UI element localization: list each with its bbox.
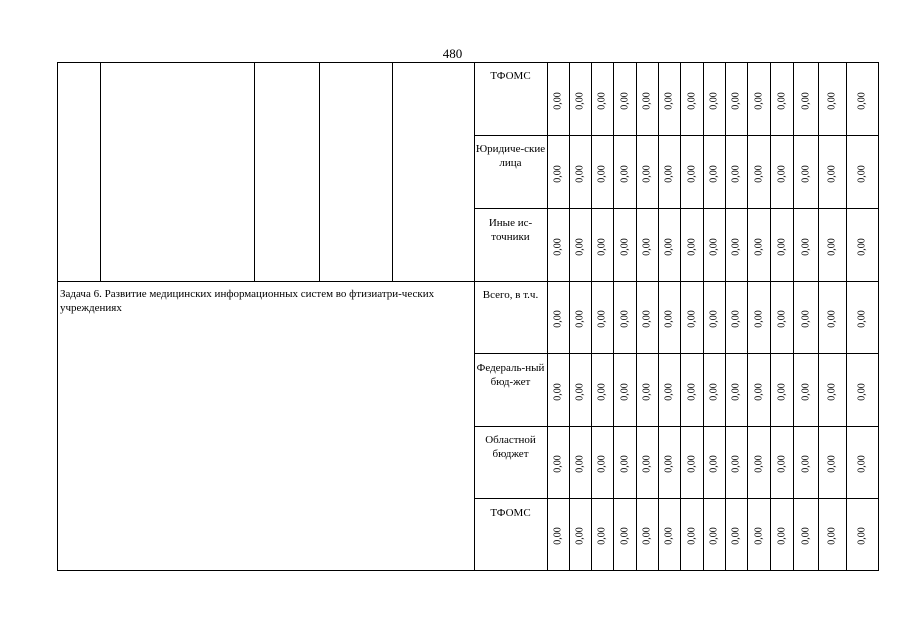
value-text: 0,00 <box>552 527 564 545</box>
value-text: 0,00 <box>708 310 720 328</box>
source-label-federal-budget: Федераль-ный бюд-жет <box>476 362 545 388</box>
value-text: 0,00 <box>800 91 811 110</box>
table-column-rule <box>474 62 475 570</box>
value-text: 0,00 <box>641 382 653 401</box>
value-text: 0,00 <box>596 527 608 545</box>
value-text: 0,00 <box>641 164 653 183</box>
value-text: 0,00 <box>776 382 787 401</box>
value-text: 0,00 <box>826 382 838 401</box>
value-text: 0,00 <box>641 237 653 256</box>
table-border-right <box>878 62 879 571</box>
value-text: 0,00 <box>856 527 868 545</box>
table-column-rule <box>636 62 637 570</box>
value-text: 0,00 <box>596 310 608 328</box>
value-text: 0,00 <box>708 455 720 473</box>
value-text: 0,00 <box>800 455 811 473</box>
table-column-rule <box>613 62 614 570</box>
value-text: 0,00 <box>663 310 675 328</box>
value-text: 0,00 <box>730 91 742 110</box>
value-text: 0,00 <box>574 455 586 473</box>
value-text: 0,00 <box>800 382 811 401</box>
value-text: 0,00 <box>596 91 608 110</box>
value-text: 0,00 <box>856 237 868 256</box>
value-text: 0,00 <box>663 382 675 401</box>
value-text: 0,00 <box>686 164 697 183</box>
value-text: 0,00 <box>800 164 811 183</box>
value-text: 0,00 <box>552 455 564 473</box>
value-text: 0,00 <box>574 310 586 328</box>
value-text: 0,00 <box>596 237 608 256</box>
value-text: 0,00 <box>856 382 868 401</box>
value-text: 0,00 <box>708 527 720 545</box>
table-border-top <box>57 62 879 63</box>
value-text: 0,00 <box>619 237 630 256</box>
value-text: 0,00 <box>686 237 697 256</box>
value-text: 0,00 <box>574 237 586 256</box>
value-text: 0,00 <box>856 164 868 183</box>
value-text: 0,00 <box>552 91 564 110</box>
table-column-rule <box>703 62 704 570</box>
value-text: 0,00 <box>619 527 630 545</box>
value-text: 0,00 <box>596 382 608 401</box>
source-label-regional-budget: Областной бюджет <box>485 434 536 460</box>
value-text: 0,00 <box>574 382 586 401</box>
source-label-legal-entities: Юридиче-ские лица <box>475 143 546 169</box>
value-text: 0,00 <box>663 91 675 110</box>
value-text: 0,00 <box>686 382 697 401</box>
value-text: 0,00 <box>641 527 653 545</box>
value-text: 0,00 <box>826 527 838 545</box>
source-label-other-sources: Иные ис-точники <box>488 217 533 243</box>
value-text: 0,00 <box>800 237 811 256</box>
value-text: 0,00 <box>776 310 787 328</box>
value-text: 0,00 <box>619 382 630 401</box>
value-text: 0,00 <box>552 310 564 328</box>
value-text: 0,00 <box>730 527 742 545</box>
value-text: 0,00 <box>730 237 742 256</box>
value-text: 0,00 <box>776 91 787 110</box>
value-text: 0,00 <box>826 91 838 110</box>
page-number: 480 <box>442 46 463 61</box>
value-text: 0,00 <box>619 91 630 110</box>
value-text: 0,00 <box>856 91 868 110</box>
table-column-rule <box>100 62 101 281</box>
value-text: 0,00 <box>730 455 742 473</box>
value-text: 0,00 <box>686 91 697 110</box>
value-text: 0,00 <box>708 382 720 401</box>
value-text: 0,00 <box>753 91 764 110</box>
table-column-rule <box>254 62 255 281</box>
value-text: 0,00 <box>753 237 764 256</box>
value-text: 0,00 <box>708 91 720 110</box>
value-text: 0,00 <box>552 237 564 256</box>
value-text: 0,00 <box>574 164 586 183</box>
value-text: 0,00 <box>663 237 675 256</box>
value-text: 0,00 <box>776 237 787 256</box>
value-text: 0,00 <box>800 310 811 328</box>
table-column-rule <box>547 62 548 570</box>
value-text: 0,00 <box>753 455 764 473</box>
value-text: 0,00 <box>753 527 764 545</box>
value-text: 0,00 <box>686 455 697 473</box>
source-label-tfoms-1: ТФОМС <box>490 70 531 82</box>
value-text: 0,00 <box>686 527 697 545</box>
value-text: 0,00 <box>826 164 838 183</box>
value-text: 0,00 <box>552 164 564 183</box>
value-text: 0,00 <box>730 164 742 183</box>
value-text: 0,00 <box>753 310 764 328</box>
table-column-rule <box>392 62 393 281</box>
table-column-rule <box>658 62 659 570</box>
table-column-rule <box>846 62 847 570</box>
value-text: 0,00 <box>641 310 653 328</box>
value-text: 0,00 <box>753 382 764 401</box>
source-label-total: Всего, в т.ч. <box>482 289 539 301</box>
value-text: 0,00 <box>708 164 720 183</box>
value-text: 0,00 <box>552 382 564 401</box>
value-text: 0,00 <box>663 164 675 183</box>
value-text: 0,00 <box>663 527 675 545</box>
value-text: 0,00 <box>686 310 697 328</box>
value-text: 0,00 <box>856 310 868 328</box>
table-column-rule <box>770 62 771 570</box>
table-column-rule <box>591 62 592 570</box>
table-row-rule <box>57 281 878 282</box>
table-column-rule <box>680 62 681 570</box>
value-text: 0,00 <box>856 455 868 473</box>
value-text: 0,00 <box>596 455 608 473</box>
value-text: 0,00 <box>776 455 787 473</box>
value-text: 0,00 <box>826 237 838 256</box>
table-column-rule <box>725 62 726 570</box>
source-label-tfoms-2: ТФОМС <box>490 507 531 519</box>
value-text: 0,00 <box>619 310 630 328</box>
value-text: 0,00 <box>800 527 811 545</box>
value-text: 0,00 <box>776 527 787 545</box>
value-text: 0,00 <box>641 455 653 473</box>
value-text: 0,00 <box>596 164 608 183</box>
value-text: 0,00 <box>730 310 742 328</box>
value-text: 0,00 <box>753 164 764 183</box>
table-column-rule <box>793 62 794 570</box>
value-text: 0,00 <box>619 164 630 183</box>
value-text: 0,00 <box>826 310 838 328</box>
value-text: 0,00 <box>574 527 586 545</box>
value-text: 0,00 <box>641 91 653 110</box>
table-column-rule <box>747 62 748 570</box>
value-text: 0,00 <box>663 455 675 473</box>
value-text: 0,00 <box>826 455 838 473</box>
table-column-rule <box>569 62 570 570</box>
table-border-bottom <box>57 570 879 571</box>
task-6-label: Задача 6. Развитие медицинских информационных систем во фтизиатри-ческих учреждениях <box>60 288 435 314</box>
value-text: 0,00 <box>708 237 720 256</box>
table-column-rule <box>818 62 819 570</box>
table-border-left <box>57 62 58 571</box>
value-text: 0,00 <box>730 382 742 401</box>
table-column-rule <box>319 62 320 281</box>
value-text: 0,00 <box>574 91 586 110</box>
value-text: 0,00 <box>776 164 787 183</box>
value-text: 0,00 <box>619 455 630 473</box>
